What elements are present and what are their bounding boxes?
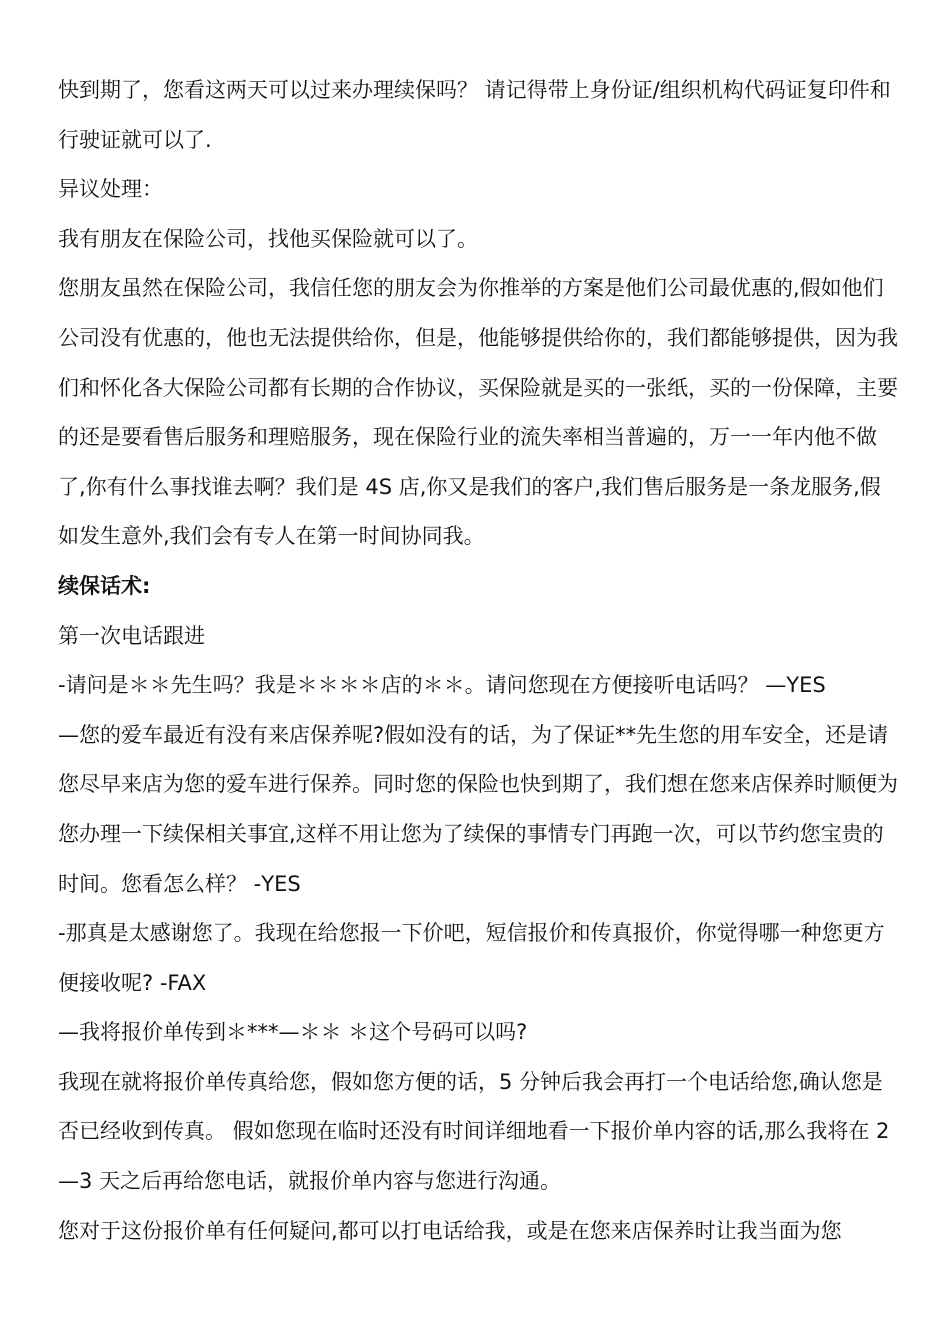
paragraph-fax-number: —我将报价单传到＊***—＊＊ ＊这个号码可以吗? xyxy=(58,1020,528,1045)
paragraph-quote-method: -那真是太感谢您了。我现在给您报一下价吧，短信报价和传真报价，你觉得哪一种您更方便接收呢? -FAX xyxy=(58,921,885,995)
paragraph-renewal-reminder: 快到期了，您看这两天可以过来办理续保吗？ 请记得带上身份证/组织机构代码证复印件和行驶证就可以了. xyxy=(58,78,891,152)
paragraph-fax-followup: 我现在就将报价单传真给您，假如您方便的话，5 分钟后我会再打一个电话给您,确认您是否已经收到传真。 假如您现在临时还没有时间详细地看一下报价单内容的话,那么我将在 2—3 天之后再给您电话，就报价单内容与您进行沟通。 xyxy=(58,1069,890,1194)
heading-objection-handling: 异议处理： xyxy=(58,177,163,202)
heading-first-call: 第一次电话跟进 xyxy=(58,623,205,648)
paragraph-questions: 您对于这份报价单有任何疑问,都可以打电话给我，或是在您来店保养时让我当面为您 xyxy=(58,1218,842,1243)
paragraph-maintenance-invite: —您的爱车最近有没有来店保养呢?假如没有的话，为了保证**先生您的用车安全，还是请您尽早来店为您的爱车进行保养。同时您的保险也快到期了，我们想在您来店保养时顺便为您办理一下续保相关事宜,这样不用让您为了续保的事情专门再跑一次，可以节约您宝贵的时间。您看怎么样？ -YES xyxy=(58,722,898,896)
paragraph-call-greeting: -请问是＊＊先生吗？我是＊＊＊＊店的＊＊。请问您现在方便接听电话吗？ —YES xyxy=(58,673,826,698)
paragraph-objection-statement: 我有朋友在保险公司，找他买保险就可以了。 xyxy=(58,226,478,251)
paragraph-objection-response: 您朋友虽然在保险公司，我信任您的朋友会为你推举的方案是他们公司最优惠的,假如他们公司没有优惠的，他也无法提供给你，但是，他能够提供给你的，我们都能够提供，因为我们和怀化各大保险公司都有长期的合作协议，买保险就是买的一张纸，买的一份保障，主要的还是要看售后服务和理赔服务，现在保险行业的流失率相当普遍的，万一一年内他不做了,你有什么事找谁去啊？我们是 4S 店,你又是我们的客户,我们售后服务是一条龙服务,假如发生意外,我们会有专人在第一时间协同我。 xyxy=(58,276,898,549)
document-page xyxy=(58,66,900,1256)
heading-renewal-script: 续保话术: xyxy=(58,573,151,598)
